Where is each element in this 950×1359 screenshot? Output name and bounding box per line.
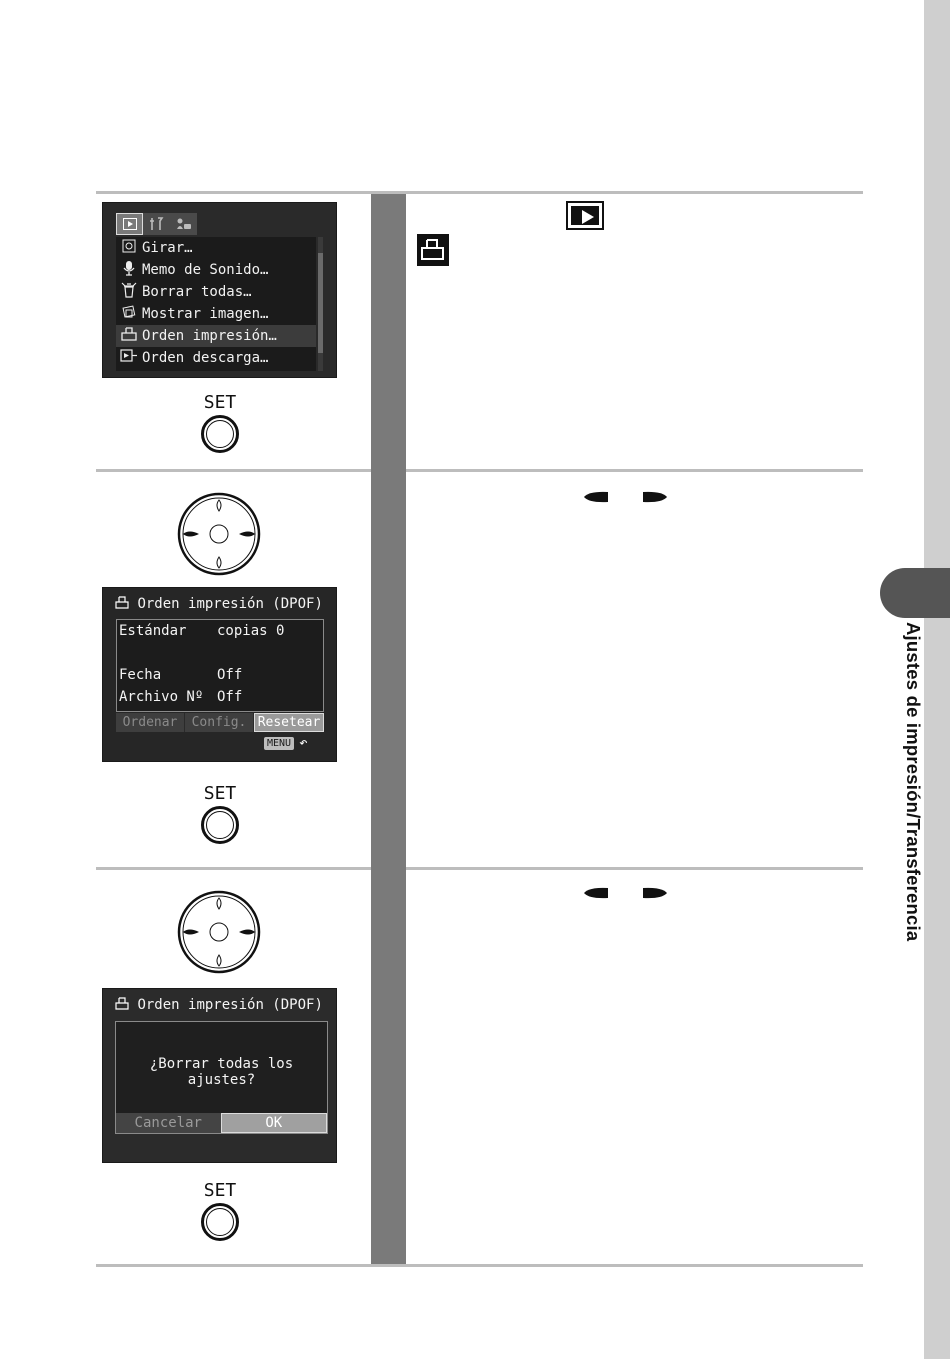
- print-order-icon: [417, 234, 449, 266]
- row-value: Off: [217, 667, 243, 683]
- row-label: Archivo Nº: [119, 689, 204, 705]
- tools-tab-icon[interactable]: [143, 213, 170, 235]
- row-label: Estándar: [119, 623, 187, 639]
- rule-step2: [96, 469, 863, 472]
- microphone-icon: [116, 260, 142, 280]
- mycamera-tab-icon[interactable]: [170, 213, 197, 235]
- menu-item-label: Mostrar imagen…: [142, 306, 269, 322]
- action-bar: [116, 713, 324, 732]
- set-ring-icon: [201, 415, 239, 453]
- row-label: Fecha: [119, 667, 162, 683]
- print-order-icon: [115, 997, 129, 1010]
- set-ring-icon: [201, 1203, 239, 1241]
- set-label: SET: [203, 1180, 237, 1201]
- lcd-playback-menu: [102, 202, 337, 378]
- screen-title: [115, 997, 323, 1013]
- confirm-dialog: [115, 1021, 328, 1134]
- menu-back-hint: [264, 736, 308, 750]
- set-button[interactable]: [196, 1181, 244, 1241]
- row-file-number: [119, 689, 243, 705]
- ok-button[interactable]: OK: [221, 1113, 328, 1133]
- menu-item-print-order[interactable]: [116, 325, 316, 347]
- screen-title: [115, 596, 323, 612]
- rotate-icon: [116, 239, 142, 257]
- menu-item-sound-memo[interactable]: [116, 259, 316, 281]
- menu-item-label: Memo de Sonido…: [142, 262, 269, 278]
- menu-item-label: Orden impresión…: [142, 328, 277, 344]
- row-value: copias 0: [217, 623, 285, 639]
- control-dial-icon: [177, 492, 261, 576]
- transfer-order-icon: [116, 349, 142, 367]
- lcd-print-order-reset: [102, 587, 337, 762]
- menu-item-slideshow[interactable]: [116, 303, 316, 325]
- control-dial-icon: [177, 890, 261, 974]
- set-button[interactable]: [196, 393, 244, 453]
- settings-panel: [116, 619, 324, 712]
- row-value: Off: [217, 689, 243, 705]
- rule-top: [96, 191, 863, 194]
- back-arrow-icon: ↶: [299, 735, 308, 751]
- chapter-title: Ajustes de impresión/Transferencia: [903, 622, 924, 942]
- rule-step3: [96, 867, 863, 870]
- playback-mode-icon: [566, 201, 604, 230]
- side-strip: [924, 0, 950, 1359]
- dialog-buttons: [116, 1113, 327, 1133]
- menu-item-erase-all[interactable]: [116, 281, 316, 303]
- set-ring-icon: [201, 806, 239, 844]
- menu-item-label: Borrar todas…: [142, 284, 252, 300]
- print-order-icon: [116, 326, 142, 346]
- cancel-button[interactable]: Cancelar: [116, 1113, 221, 1133]
- left-arrow-icon: [583, 490, 609, 504]
- chapter-tab: [880, 568, 950, 618]
- rule-bottom: [96, 1264, 863, 1267]
- config-button[interactable]: Config.: [185, 713, 254, 732]
- set-label: SET: [203, 392, 237, 413]
- left-arrow-icon: [583, 886, 609, 900]
- erase-all-icon: [116, 282, 142, 302]
- menu-item-transfer-order[interactable]: [116, 347, 316, 369]
- right-arrow-icon: [642, 886, 668, 900]
- set-button[interactable]: [196, 784, 244, 844]
- play-tab-icon[interactable]: [116, 213, 143, 235]
- menu-item-label: Orden descarga…: [142, 350, 269, 366]
- menu-item-rotate[interactable]: [116, 237, 316, 259]
- print-order-icon: [115, 596, 129, 609]
- playback-menu-list: [116, 237, 316, 371]
- reset-button[interactable]: Resetear: [254, 713, 324, 732]
- order-button[interactable]: Ordenar: [116, 713, 185, 732]
- menu-scrollbar[interactable]: [318, 237, 323, 371]
- menu-tabs: [116, 213, 197, 235]
- screen-title-text: Orden impresión (DPOF): [137, 997, 323, 1013]
- lcd-reset-confirm: [102, 988, 337, 1163]
- right-arrow-icon: [642, 490, 668, 504]
- screen-title-text: Orden impresión (DPOF): [137, 596, 323, 612]
- step-number-column: [371, 194, 406, 1264]
- menu-item-label: Girar…: [142, 240, 193, 256]
- row-date: [119, 667, 243, 683]
- row-standard: [119, 623, 285, 639]
- confirm-question: ¿Borrar todas los ajustes?: [149, 1056, 294, 1088]
- set-label: SET: [203, 783, 237, 804]
- slideshow-icon: [116, 304, 142, 324]
- menu-badge: MENU: [264, 737, 294, 750]
